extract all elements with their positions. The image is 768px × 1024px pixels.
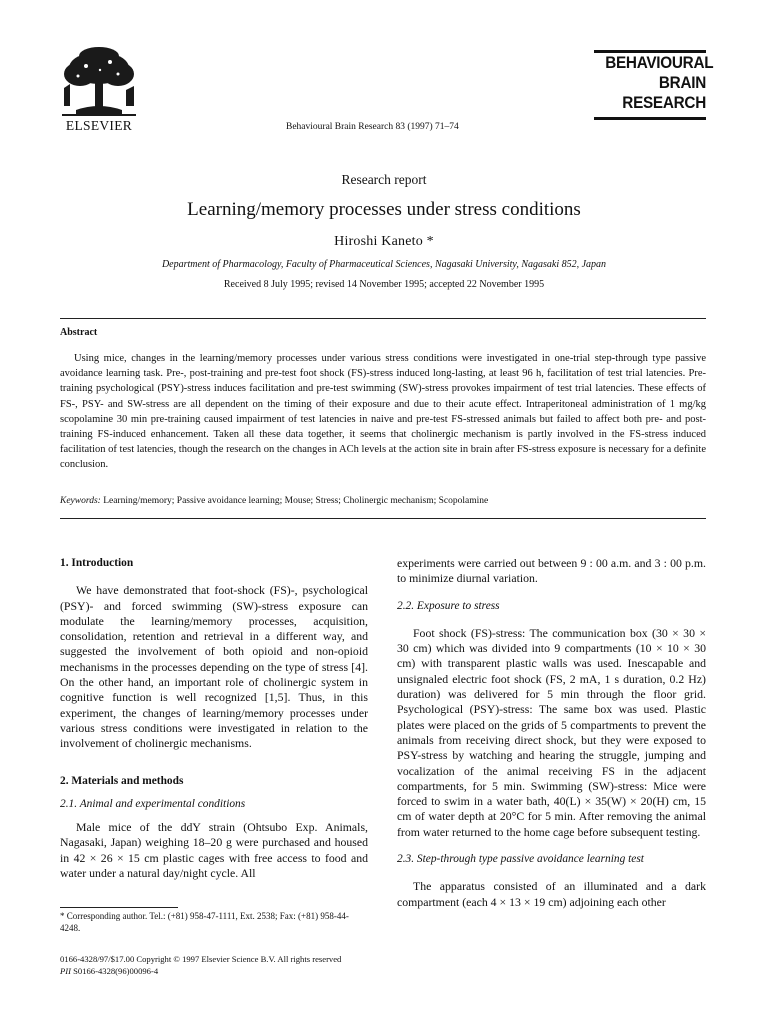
section-2-1-continuation: experiments were carried out between 9 : 00 a.m. and 3 : 00 p.m. to minimize diurnal variation. (397, 556, 706, 586)
keywords (60, 496, 706, 506)
introduction-paragraph: We have demonstrated that foot-shock (FS)-, psychological (PSY)- and forced swimming (SW)-stress exposure can modulate the learning/memory processes, acquisition, consolidation, retention and retrieval in a different way, and suggested the involvement of both opioid and non-opioid mechanisms in the processes depending on the type of stress [4]. On the other hand, an important role of cholinergic system in cognitive function is well recognized [1,5]. Thus, in this experiment, the changes of learning/memory processes under various stress conditions were investigated in relation to the involvement of cholinergic mechanisms. (60, 583, 368, 751)
pii-label: PII (60, 966, 71, 976)
corresponding-author-footnote: * Corresponding author. Tel.: (+81) 958-47-1111, Ext. 2538; Fax: (+81) 958-44-4248. (60, 911, 349, 933)
copyright-block (60, 953, 460, 977)
publisher-name: ELSEVIER (65, 118, 133, 133)
introduction-heading: 1. Introduction (60, 557, 134, 569)
journal-title-line-2: BRAIN (658, 73, 706, 92)
section-2-3-paragraph: The apparatus consisted of an illuminated and a dark compartment (each 4 × 13 × 19 cm) adjoining each other (397, 879, 706, 909)
abstract-body (60, 351, 706, 473)
footnote-rule (60, 907, 178, 908)
keywords-text: Learning/memory; Passive avoidance learning; Mouse; Stress; Cholinergic mechanism; Scopolamine (103, 496, 489, 506)
right-column (397, 556, 706, 910)
article-title: Learning/memory processes under stress conditions (187, 199, 581, 220)
received-dates: Received 8 July 1995; revised 14 November 1995; accepted 22 November 1995 (223, 279, 545, 290)
author-name: Hiroshi Kaneto * (334, 234, 434, 249)
section-2-2-paragraph: Foot shock (FS)-stress: The communication box (30 × 30 × 30 cm) which was divided into 9 compartments (10 × 10 × 30 cm) with transparent plastic walls was used. Inescapable and unsignaled electric foot shock (FS, 2 mA, 1 s duration, 0.2 Hz) duration) was delivered for 5 min through the floor grid. Psychological (PSY)-stress: The same box was used. Plastic plates were placed on the grids of 5 compartments to prevent the animals from receiving direct shock, but they were exposed to PSY-stress by watching and hearing the struggle, jumping and vocalization of the animal receiving FS in the adjacent compartments, for 5 min. Swimming (SW)-stress: Mice were forced to swim in a water bath, 40(L) × 35(W) × 20(H) cm, 15 cm of water depth at 20°C for 5 min. After removing the animal from water returned to the home cage before subsequent testing. (397, 625, 706, 839)
abstract-bottom-rule (60, 518, 706, 519)
abstract-heading: Abstract (60, 327, 98, 338)
left-column (60, 556, 368, 881)
methods-heading: 2. Materials and methods (60, 774, 184, 787)
copyright-line: 0166-4328/97/$17.00 Copyright © 1997 Elsevier Science B.V. All rights reserved (60, 954, 342, 964)
journal-title-line-1: BEHAVIOURAL (605, 53, 714, 72)
author-affiliation: Department of Pharmacology, Faculty of Pharmaceutical Sciences, Nagasaki University, Nagasaki 852, Japan (161, 259, 607, 270)
journal-title-line-3: RESEARCH (622, 93, 706, 112)
section-2-3-heading: 2.3. Step-through type passive avoidance learning test (397, 853, 644, 866)
article-type: Research report (341, 172, 427, 187)
abstract-top-rule (60, 318, 706, 319)
abstract-text: Using mice, changes in the learning/memory processes under various stress conditions were investigated in one-trial step-through type passive avoidance learning task. Pre-, post-training and pre-test foot shock (FS)-stress induced long-lasting, at least 96 h, facilitation of test trial latencies. Pre-training psychological (PSY)-stress induces facilitation and pre-test swimming (SW)-stress provokes impairment of test trial latencies. These effects of FS-, PSY- and SW-stress are all dependent on the timing of their exposure and due to their acute effect. Intraperitoneal administration of 1 mg/kg scopolamine 30 min pre-training caused impairment of test latencies in naive and pre-test FS-stressed animals but failed to affect both pre- and post-training FS-induced enhancement. Taken all these data together, it seems that cholinergic mechanism is partly involved in the FS-stress induced facilitation of test latencies, though the research on the changes in ACh levels at the action site in brain after FS-stress exposure is necessary for a definite conclusion. (60, 353, 706, 471)
pii-line (60, 965, 460, 977)
section-2-2-heading: 2.2. Exposure to stress (397, 599, 500, 612)
section-2-1-heading: 2.1. Animal and experimental conditions (60, 797, 246, 810)
keywords-label: Keywords: (60, 496, 101, 506)
pii-value: S0166-4328(96)00096-4 (73, 966, 159, 976)
section-2-1-paragraph: Male mice of the ddY strain (Ohtsubo Exp. Animals, Nagasaki, Japan) weighing 18–20 g were purchased and housed in 42 × 26 × 15 cm plastic cages with free access to food and water under a natural day/night cycle. All (60, 820, 368, 881)
journal-rule-bottom (594, 117, 706, 120)
journal-title-block (594, 50, 714, 120)
journal-citation: Behavioural Brain Research 83 (1997) 71–74 (286, 122, 459, 132)
